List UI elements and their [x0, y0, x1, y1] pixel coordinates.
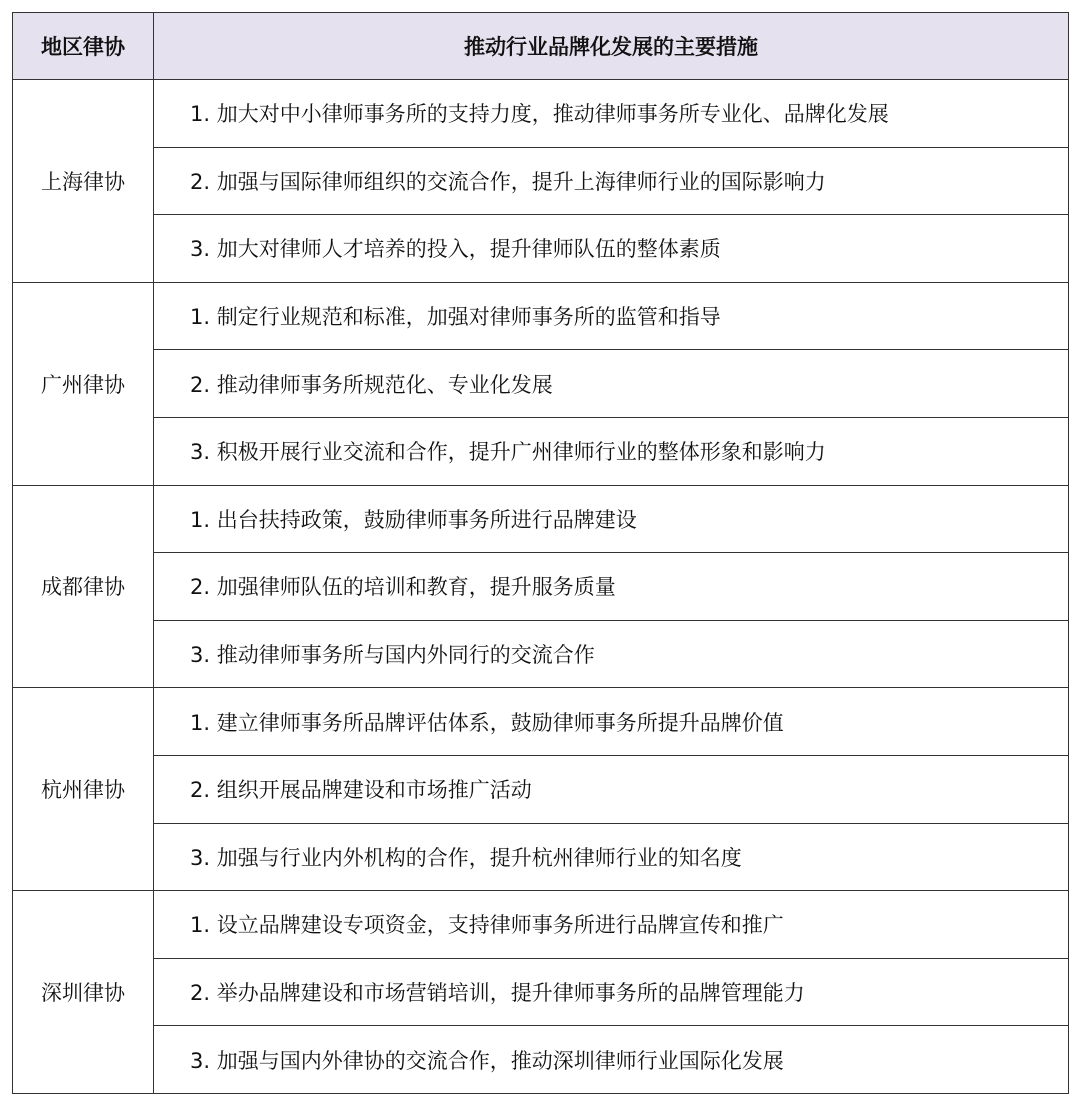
measure-cell: 2. 加强律师队伍的培训和教育，提升服务质量	[154, 553, 1069, 621]
region-cell-hangzhou: 杭州律协	[13, 688, 154, 891]
measure-cell: 2. 推动律师事务所规范化、专业化发展	[154, 350, 1069, 418]
region-cell-shenzhen: 深圳律协	[13, 891, 154, 1094]
table-row	[13, 553, 1069, 621]
measure-cell: 1. 建立律师事务所品牌评估体系，鼓励律师事务所提升品牌价值	[154, 688, 1069, 756]
region-cell-shanghai: 上海律协	[13, 80, 154, 283]
header-measures: 推动行业品牌化发展的主要措施	[154, 13, 1069, 80]
table-row	[13, 350, 1069, 418]
header-row	[13, 13, 1069, 80]
header-region: 地区律协	[13, 13, 154, 80]
measures-table	[12, 12, 1069, 1094]
measure-cell: 2. 组织开展品牌建设和市场推广活动	[154, 755, 1069, 823]
table-row	[13, 891, 1069, 959]
measure-cell: 3. 推动律师事务所与国内外同行的交流合作	[154, 620, 1069, 688]
region-cell-chengdu: 成都律协	[13, 485, 154, 688]
table-row	[13, 823, 1069, 891]
table-row	[13, 215, 1069, 283]
table-row	[13, 620, 1069, 688]
measures-table-container	[12, 12, 1068, 1094]
measure-cell: 3. 加大对律师人才培养的投入，提升律师队伍的整体素质	[154, 215, 1069, 283]
table-row	[13, 147, 1069, 215]
table-row	[13, 80, 1069, 148]
measure-cell: 3. 积极开展行业交流和合作，提升广州律师行业的整体形象和影响力	[154, 417, 1069, 485]
table-row	[13, 282, 1069, 350]
table-row	[13, 485, 1069, 553]
table-row	[13, 417, 1069, 485]
measure-cell: 2. 举办品牌建设和市场营销培训，提升律师事务所的品牌管理能力	[154, 958, 1069, 1026]
measure-cell: 1. 设立品牌建设专项资金，支持律师事务所进行品牌宣传和推广	[154, 891, 1069, 959]
measure-cell: 2. 加强与国际律师组织的交流合作，提升上海律师行业的国际影响力	[154, 147, 1069, 215]
region-cell-guangzhou: 广州律协	[13, 282, 154, 485]
measure-cell: 3. 加强与行业内外机构的合作，提升杭州律师行业的知名度	[154, 823, 1069, 891]
measure-cell: 3. 加强与国内外律协的交流合作，推动深圳律师行业国际化发展	[154, 1026, 1069, 1094]
table-row	[13, 688, 1069, 756]
table-row	[13, 958, 1069, 1026]
measure-cell: 1. 加大对中小律师事务所的支持力度，推动律师事务所专业化、品牌化发展	[154, 80, 1069, 148]
table-row	[13, 755, 1069, 823]
measure-cell: 1. 出台扶持政策，鼓励律师事务所进行品牌建设	[154, 485, 1069, 553]
measure-cell: 1. 制定行业规范和标准，加强对律师事务所的监管和指导	[154, 282, 1069, 350]
table-row	[13, 1026, 1069, 1094]
